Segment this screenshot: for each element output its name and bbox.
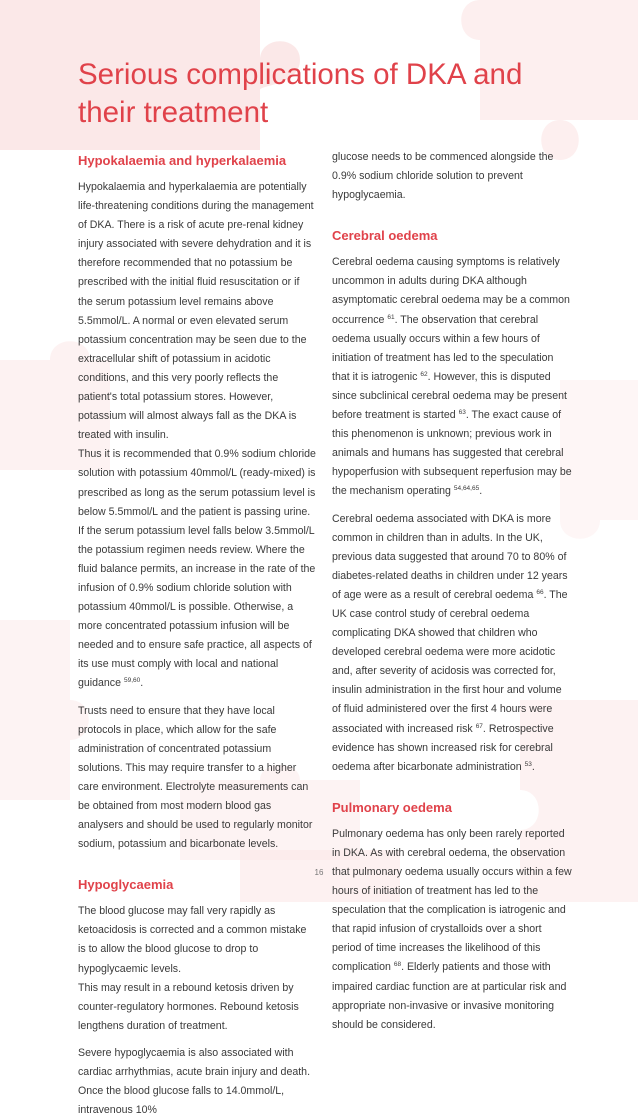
heading-hypokalaemia: Hypokalaemia and hyperkalaemia bbox=[78, 153, 287, 168]
right-column bbox=[332, 152, 572, 1035]
paragraph: Hypokalaemia and hyperkalaemia are potentially life-threatening conditions during the management of DKA. There is a risk of acute pre-renal kidney injury associated with severe dehydration and it is therefore recommended that no potassium be prescribed with the initial fluid resuscitation or if the serum potassium level remains above 5.5mmol/L. A normal or even elevated serum potassium concentration may be seen due to the extracellular shift of potassium in acidotic conditions, and this very poorly reflects the patient's total potassium stores. However, potassium will almost always fall as the DKA is treated with insulin. bbox=[78, 181, 314, 442]
paragraph: If the serum potassium level falls below 3.5mmol/L the potassium regimen needs review. Where the fluid balance permits, an increase in the rate of the infusion of 0.9% sodium chloride solution with potassium 40mmol/L is possible. Otherwise, a more concentrated potassium infusion will be needed and to ensure safe practice, all aspects of its use must comply with local and national guidance $^{59,60}$. bbox=[78, 524, 316, 690]
paragraph: Cerebral oedema associated with DKA is more common in children than in adults. In the UK, previous data suggested that around 70 to 80% of diabetes-related deaths in children under 12 years of age were as a result of cerebral oedema $^{66}$. The UK case control study of cerebral oedema complicating DKA showed that children who developed cerebral oedema were more acidotic and, after severity of acidosis was corrected for, insulin administration in the first hour and volume of fluid administered over the first 4 hours were associated with increased risk $^{67}$. Retrospective evidence has shown increased risk for cerebral oedema after bicarbonate administration $^{53}$. bbox=[332, 512, 568, 773]
paragraph: glucose needs to be commenced alongside the 0.9% sodium chloride solution to prevent hypoglycaemia. bbox=[332, 151, 554, 202]
heading-cerebral-oedema: Cerebral oedema bbox=[332, 228, 438, 244]
left-column bbox=[78, 152, 316, 1120]
paragraph: This may result in a rebound ketosis driven by counter-regulatory hormones. Rebound ketosis lengthens duration of treatment. bbox=[78, 981, 299, 1032]
page-title: Serious complications of DKA and their treatment bbox=[78, 58, 523, 129]
paragraph: Pulmonary oedema has only been rarely reported in DKA. As with cerebral oedema, the observation that pulmonary oedema usually occurs within a few hours of initiation of treatment has led to the speculation that the complication is iatrogenic and that rapid infusion of crystalloids over a short period of time increases the likelihood of this complication $^{68}$. Elderly patients and those with impaired cardiac function are at particular risk and appropriate non-invasive or invasive monitoring should be considered. bbox=[332, 827, 572, 1031]
page-number: 16 bbox=[314, 868, 324, 877]
paragraph: Thus it is recommended that 0.9% sodium chloride solution with potassium 40mmol/L (ready-mixed) is prescribed as long as the serum potassium level is below 5.5mmol/L and the patient is passing urine. bbox=[78, 448, 316, 518]
paragraph: The blood glucose may fall very rapidly as ketoacidosis is corrected and a common mistake is to allow the blood glucose to drop to hypoglycaemic levels. bbox=[78, 905, 307, 975]
paragraph: Severe hypoglycaemia is also associated with cardiac arrhythmias, acute brain injury and death. Once the blood glucose falls to 14.0mmol/L, intravenous 10% bbox=[78, 1046, 311, 1117]
paragraph: Cerebral oedema causing symptoms is relatively uncommon in adults during DKA although asymptomatic cerebral oedema may be a common occurrence $^{61}$. The observation that cerebral oedema usually occurs within a few hours of initiation of treatment has led to the speculation that it is iatrogenic $^{62}$. However, this is disputed since subclinical cerebral oedema may be present before treatment is started $^{63}$. The exact cause of this phenomenon is unknown; previous work in animals and humans has suggested that cerebral hypoperfusion with subsequent reperfusion may be the mechanism operating $^{54,64,65}$. bbox=[332, 256, 572, 498]
reference-sup: 59,60 bbox=[123, 677, 141, 685]
heading-hypoglycaemia: Hypoglycaemia bbox=[78, 877, 174, 893]
paragraph: Trusts need to ensure that they have local protocols in place, which allow for the safe administration of concentrated potassium solutions. This may require transfer to a higher care environment. Electrolyte measurements can be obtained from most modern blood gas analysers and should be used to regularly monitor sodium, potassium and bicarbonate levels. bbox=[78, 704, 313, 851]
heading-pulmonary-oedema: Pulmonary oedema bbox=[332, 799, 452, 815]
